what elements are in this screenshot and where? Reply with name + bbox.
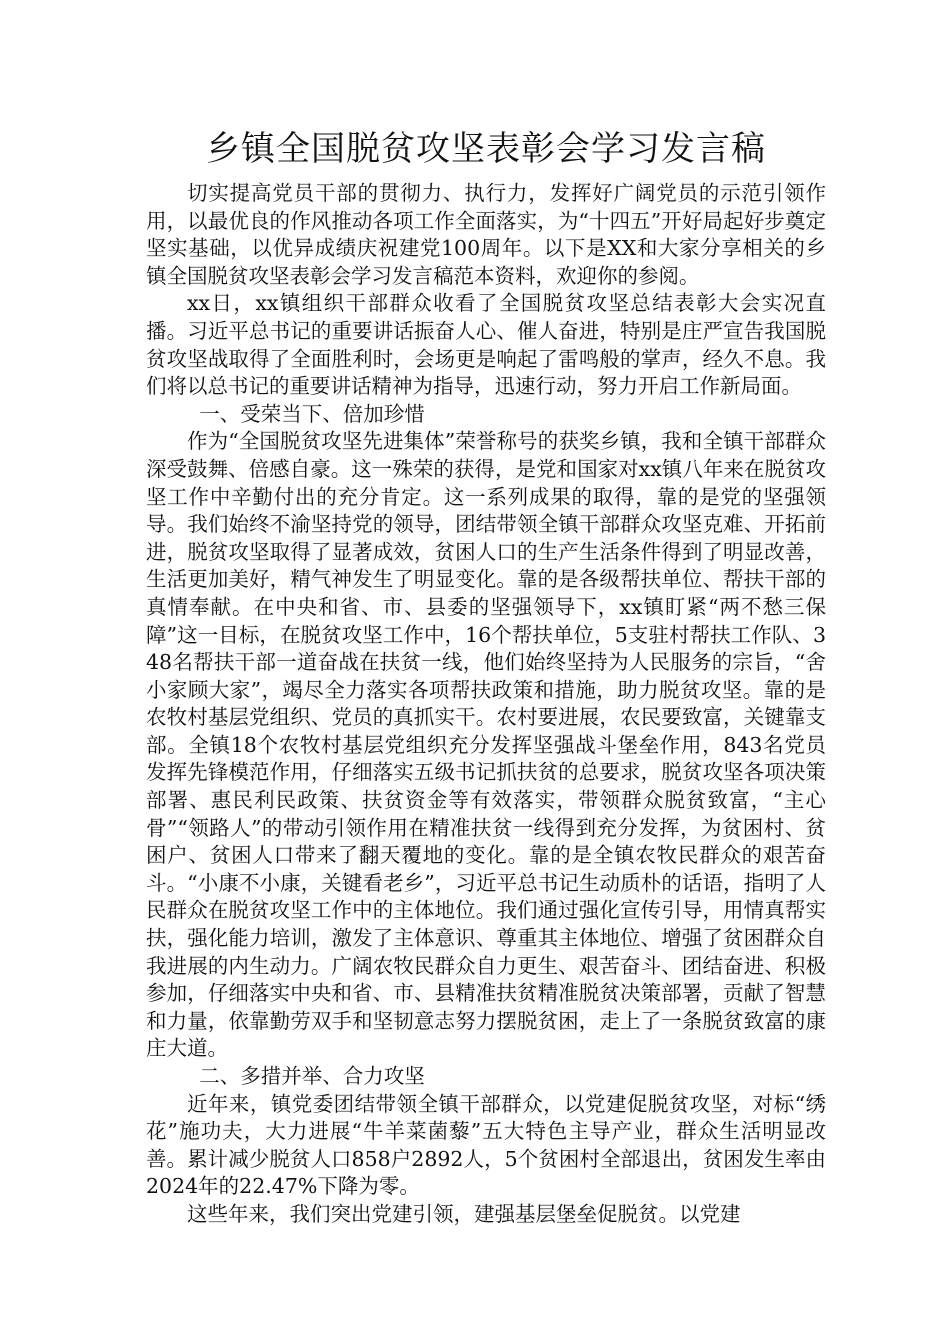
section-heading-2: 二、多措并举、合力攻坚 — [199, 1064, 425, 1088]
document-title: 乡镇全国脱贫攻坚表彰会学习发言稿 — [206, 129, 766, 169]
honor-paragraph: 作为“全国脱贫攻坚先进集体”荣誉称号的获奖乡镇，我和全镇干部群众深受鼓舞、倍感自豪。这一殊荣的获得，是党和国家对xx镇八年来在脱贫攻坚工作中辛勤付出的充分肯定。这一系列成果的取得，靠的是党的坚强领导。我们始终不渝坚持党的领导，团结带领全镇干部群众攻坚克难、开拓前进，脱贫攻坚取得了显著成效，贫困人口的生产生活条件得到了明显改善，生活更加美好，精气神发生了明显变化。靠的是各级帮扶单位、帮扶干部的真情奉献。在中央和省、市、县委的坚强领导下，xx镇盯紧“两不愁三保障”这一目标，在脱贫攻坚工作中，16个帮扶单位，5支驻村帮扶工作队、348名帮扶干部一道奋战在扶贫一线，他们始终坚持为人民服务的宗旨，“舍小家顾大家”，竭尽全力落实各项帮扶政策和措施，助力脱贫攻坚。靠的是农牧村基层党组织、党员的真抓实干。农村要进展，农民要致富，关键靠支部。全镇18个农牧村基层党组织充分发挥坚强战斗堡垒作用，843名党员发挥先锋模范作用，仔细落实五级书记抓扶贫的总要求，脱贫攻坚各项决策部署、惠民利民政策、扶贫资金等有效落实，带领群众脱贫致富，“主心骨”“领路人”的带动引领作用在精准扶贫一线得到充分发挥，为贫困村、贫困户、贫困人口带来了翻天覆地的变化。靠的是全镇农牧民群众的艰苦奋斗。“小康不小康，关键看老乡”，习近平总书记生动质朴的话语，指明了人民群众在脱贫攻坚工作中的主体地位。我们通过强化宣传引导，用情真帮实扶，强化能力培训，激发了主体意识、尊重其主体地位、增强了贫困群众自我进展的内生动力。广阔农牧民群众自力更生、艰苦奋斗、团结奋进、积极参加，仔细落实中央和省、市、县精准扶贫精准脱贫决策部署，贡献了智慧和力量，依靠勤劳双手和坚韧意志努力摆脱贫困，走上了一条脱贫致富的康庄大道。 — [146, 429, 826, 1061]
party-building-paragraph: 这些年来，我们突出党建引领，建强基层堡垒促脱贫。以党建 — [187, 1201, 741, 1226]
achievements-paragraph: 近年来，镇党委团结带领全镇干部群众，以党建促脱贫攻坚，对标“绣花”施功夫，大力进展“牛羊菜菌藜”五大特色主导产业，群众生活明显改善。累计减少脱贫人口858户2892人，5个贫困村全部退出，贫困发生率由2024年的22.47%下降为零。 — [146, 1091, 826, 1199]
document-body — [146, 126, 826, 1229]
intro-paragraph: 切实提高党员干部的贯彻力、执行力，发挥好广阔党员的示范引领作用，以最优良的作风推动各项工作全面落实，为“十四五”开好局起好步奠定坚实基础，以优异成绩庆祝建党100周年。以下是XX和大家分享相关的乡镇全国脱贫攻坚表彰会学习发言稿范本资料，欢迎你的参阅。 — [146, 181, 826, 288]
section-heading-1: 一、受荣当下、倍加珍惜 — [199, 401, 425, 426]
broadcast-paragraph: xx日，xx镇组织干部群众收看了全国脱贫攻坚总结表彰大会实况直播。习近平总书记的重要讲话振奋人心、催人奋进，特别是庄严宣告我国脱贫攻坚战取得了全面胜利时，会场更是响起了雷鸣般的掌声，经久不息。我们将以总书记的重要讲话精神为指导，迅速行动，努力开启工作新局面。 — [146, 291, 826, 399]
